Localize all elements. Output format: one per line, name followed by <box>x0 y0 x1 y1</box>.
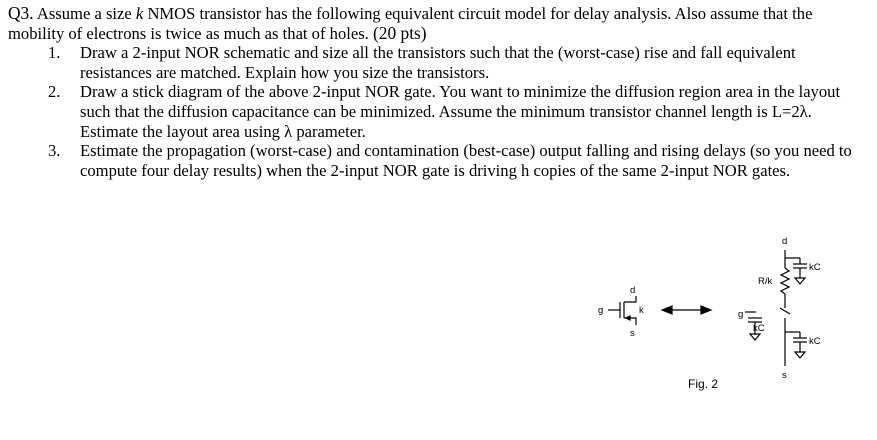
task-item <box>8 43 870 82</box>
transistor-source-label: s <box>630 328 635 339</box>
gate-cap-label: kC <box>753 323 765 334</box>
task-index: 3. <box>48 141 61 161</box>
task-item <box>8 141 870 180</box>
transistor-drain-label: d <box>630 285 636 296</box>
rc-model <box>745 250 807 366</box>
task-index: 2. <box>48 82 61 102</box>
question-intro <box>8 4 870 43</box>
question-number: Q3. <box>8 3 34 23</box>
figure-caption: Fig. 2 <box>688 377 719 391</box>
task-text: Draw a stick diagram of the above 2-input NOR gate. You want to minimize the diffusion region area in the layout such that the diffusion capacitance can be minimized. Assume the minimum transistor channel length is L=2λ. Estimate the layout area using λ parameter. <box>80 82 841 141</box>
task-text: Draw a 2-input NOR schematic and size all the transistors such that the (worst-case) rise and fall equivalent resistances are matched. Explain how you size the transistors. <box>80 43 796 82</box>
intro-text-1: Assume a size <box>36 4 136 23</box>
model-drain-label: d <box>782 236 788 247</box>
size-k: k <box>135 4 144 23</box>
question-q3 <box>8 4 870 180</box>
task-list <box>8 43 870 180</box>
nmos-equivalent-circuit-diagram <box>590 228 870 408</box>
figure-2 <box>590 228 870 408</box>
transistor-size-label: k <box>639 305 644 316</box>
equivalence-arrow <box>662 306 711 314</box>
source-cap-label: kC <box>809 336 821 347</box>
model-gate-label: g <box>738 309 744 320</box>
intro-text-2: NMOS transistor has the following equivalent circuit model for delay analysis. Also assume that the mobility of electrons is twice as much as that of holes. <box>8 4 813 43</box>
task-text: Estimate the propagation (worst-case) and contamination (best-case) output falling and rising delays (so you need to compute four delay results) when the 2-input NOR gate is driving h copies of the same 2-input NOR gates. <box>80 141 852 180</box>
question-points: (20 pts) <box>372 22 427 43</box>
task-index: 1. <box>48 43 61 63</box>
transistor-gate-label: g <box>598 305 604 316</box>
model-source-label: s <box>782 370 787 381</box>
resistor-label: R/k <box>758 276 773 287</box>
drain-cap-label: kC <box>809 262 821 273</box>
nmos-transistor-symbol <box>608 296 636 325</box>
task-item <box>8 82 870 141</box>
